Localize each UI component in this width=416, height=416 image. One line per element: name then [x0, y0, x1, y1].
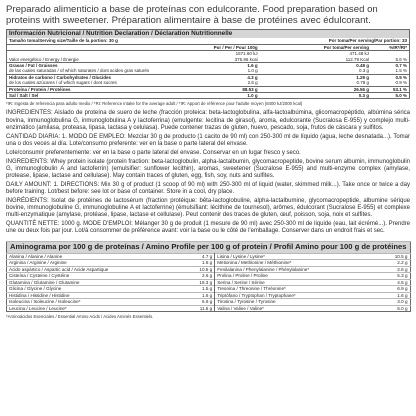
value-per100: 88.53 g [151, 86, 260, 92]
amino-right-label: Triptófano / Tryptophan / Tryptophane* [215, 292, 384, 299]
nutrition-row [7, 93, 410, 99]
product-label [6, 4, 410, 319]
value-per-serving: 112.79 Kcal [345, 56, 369, 62]
paragraph-en-use: DAILY AMOUNT: 1. DIRECTIONS: Mix 30 g of product (1 scoop of 90 ml) with 250-300 ml of liquid (water, skimmed milk...). Take once or twice a day before training. Lot/best before: see lot or base of container. Store in a cool, dry place. [6, 181, 410, 195]
amino-right-value: 6.9 g [384, 286, 411, 293]
nutrient-label: Proteína / Protein / Protéines [7, 86, 152, 92]
serving-size: Tamaño toma/Serving size/Taille de la portion: 30 g [7, 38, 152, 44]
value-per-serving: 0.3 g [260, 93, 371, 99]
amino-left-label: Histidina / Histidine / Histidine [7, 292, 189, 299]
servings-per-pack: Por toma/Per serving/Par portion: 33 [151, 38, 409, 44]
amino-left-value: 1.6 g [188, 292, 215, 299]
amino-footnote: *Aminoácidos Esenciales / Essential Amino Acids / Acides Aminés Essentiels. [6, 314, 154, 320]
amino-left-value: 4.7 g [188, 253, 215, 260]
nutrient-label: Sal / Salt / Sel [7, 93, 152, 99]
amino-right-value: 6.0 g [384, 305, 411, 312]
amino-left-label: Glutamina / Glutamine / Glutamine [7, 279, 189, 286]
amino-title: Aminograma por 100 g de proteínas / Amino Profile per 100 g of protein / Profil Amino pour 100 g de protéines [7, 242, 411, 254]
nutrition-header [7, 30, 410, 39]
amino-left-value: 10.5 g [188, 266, 215, 273]
value-pct: 53.1 % [371, 86, 410, 92]
nutrient-label: Valor energético / Energy / Énergie [9, 56, 79, 62]
value-per-serving: 0.78 g [356, 80, 369, 86]
ingredients-and-directions [6, 110, 410, 235]
nutrition-title: Información Nutricional / Nutrition Declaration / Déclaration Nutritionnelle [7, 30, 410, 39]
value-per100: 375.96 kcal [234, 56, 258, 62]
amino-right-value: 2.6 g [384, 266, 411, 273]
nutrient-label: Hidratos de carbono / Carbohydrates / Glucides [7, 74, 152, 80]
amino-table [6, 241, 411, 312]
value-per-serving: 0.48 g [260, 63, 371, 69]
col-per100: Por / Per / Pour 100g [151, 44, 260, 50]
amino-right-value: 10.5 g [384, 253, 411, 260]
amino-right-value: 1.6 g [384, 292, 411, 299]
amino-left-label: Alanina / Alanine / Alanine [7, 253, 189, 260]
amino-right-label: Prolina / Proline / Proline [215, 273, 384, 280]
paragraph-es-use: CANTIDAD DIARIA: 1. MODO DE EMPLEO: Mezclar 30 g de producto (1 cacito de 90 ml) con 250-300 ml de líquido (agua, leche desnatada...). Tomar una o dos veces al día. Lote/consumo preferente: ver en la base o parte lateral del envase. [6, 133, 410, 147]
value-per100: 1.0 g [151, 93, 260, 99]
amino-right-label: Serina / Serine / Sérine [215, 279, 384, 286]
paragraph-es-ing: INGREDIENTES: Aislado de proteína de suero de leche (fracción proteica: beta-lactoglobulina, alfa-lactoalbúmina, glicomacropéptido, albúmina sérica bovina, inmunoglobulina G, inmunoglobulina A y lactoferrina) (emulgente: lecitina de girasol), aroma, edulcorante (Sucralosa E-955) y complejo multi-enzimático (amilasa, proteasa, lipasa, lactasa y celulasa). Puede contener trazas de gluten, huevo, pescado, soja, frutos de cáscara y sulfitos. [6, 110, 410, 131]
amino-right-label: Metionina / Methionine / Méthionine* [215, 260, 384, 267]
col-per-serving: Por toma/Per serving [260, 44, 371, 50]
amino-right-label: Valina / Valine / Valine* [215, 305, 384, 312]
value-pct: 1.5 % [395, 68, 407, 74]
amino-left-value: 2.6 g [188, 273, 215, 280]
value-per100: 2.6 g [247, 80, 258, 86]
amino-right-label: Fenilalanina / Phenylalanine / Phénylalanine* [215, 266, 384, 273]
amino-right-value: 3.0 g [384, 299, 411, 306]
amino-right-label: Lisina / Lysine / Lysine* [215, 253, 384, 260]
value-pct: 0.7 % [371, 63, 410, 69]
amino-left-value: 11.5 g [188, 305, 215, 312]
nutrition-footnote: *IR: Ingesta de referencia para adulto medio / *RI: Reference intake for the average adult / *IR: Apport de référence pour l'adulte moyen (8400 kJ/2000 kcal) [6, 101, 303, 107]
value-per-serving: 1.29 g [260, 74, 371, 80]
amino-right-label: Tirosina / Tyrosine / Tyrosine [215, 299, 384, 306]
nutrient-label: de las cuales saturadas / of which saturates / dont acides gras saturés [9, 68, 150, 74]
amino-row [7, 305, 411, 312]
value-per100: 1.0 g [247, 68, 258, 74]
amino-right-value: 5.3 g [384, 273, 411, 280]
product-description: Preparado alimenticio a base de proteínas con edulcorante. Food preparation based on proteins with sweetener. Préparation alimentaire à base de protéines avec édulcorant. [6, 4, 378, 27]
value-per-serving: 471.48 kJ [349, 51, 369, 57]
amino-left-label: Arginina / Arginine / Arginine [7, 260, 189, 267]
paragraph-fr-ing: INGRÉDIENTS: Isolat de protéines de lactosérum (fraction protéique: bêta-lactoglobuline, alpha-lactalbumine, glycomacropeptide, albumine sérique bovine, immunoglobuline G, immunoglobuline A et lactoferrine) (émulsifiant: lécithine de tournesol), arômes, édulcorant (Sucralose E-955) et complexe multi-enzymatique (amylase, protéase, lipase, lactase et cellulase). Peut contenir des traces de gluten, œuf, poisson, soja, noix et sulfites. [6, 197, 410, 219]
value-per-serving: 0.3 g [358, 68, 369, 74]
value-pct: 5.0 % [371, 93, 410, 99]
amino-header [7, 242, 411, 254]
value-pct: 0.9 % [395, 80, 407, 86]
paragraph-en-ing: INGREDIENTS: Whey protein isolate (protein fraction: beta-lactoglobulin, alpha-lactalbumin, glycomacropeptide, bovine serum albumin, immunoglobulin G, immunoglobulin A and lactoferrin) (emulsifier: sunflower lecithin), aromas, sweetener (Sucralose E-955) and multi-enzyme complex (amylase, protease, lipase, lactase and cellulase). May contain traces of gluten, egg, fish, soy, nuts and sulfites. [6, 158, 410, 179]
amino-left-value: 1.5 g [188, 286, 215, 293]
amino-left-label: Cisteína / Cysteine / Cystéine [7, 273, 189, 280]
nutrition-table [6, 29, 410, 99]
amino-left-value: 6.6 g [188, 299, 215, 306]
amino-left-label: Glicina / Glycine / Glycine [7, 286, 189, 293]
amino-right-value: 2.2 g [384, 260, 411, 267]
amino-right-label: Treonina / Threonine / Thréonine* [215, 286, 384, 293]
amino-left-value: 16.3 g [188, 279, 215, 286]
amino-right-value: 4.5 g [384, 279, 411, 286]
nutrition-rows [7, 51, 410, 99]
nutrient-label: Grasas / Fat / Graisses [7, 63, 152, 69]
value-pct: 0.5 % [371, 74, 410, 80]
value-per100: 4.3 g [151, 74, 260, 80]
nutrient-label: de los cuales azúcares / of which sugars / dont sucres [9, 80, 117, 86]
amino-left-label: Isoleucina / Isoleucine / Isoleucine* [7, 299, 189, 306]
amino-rows [7, 253, 411, 312]
paragraph-es-store: Lote/consumir preferentemente: ver en la base o parte lateral del envase. Conservar en un lugar fresco y seco. [6, 149, 301, 156]
amino-left-label: Ácido aspártico / Aspartic acid / Acide Aspartique [7, 266, 189, 273]
value-per100: 1.6 g [151, 63, 260, 69]
value-per-serving: 26.56 g [260, 86, 371, 92]
value-per100: 1571.60 kJ [235, 51, 258, 57]
amino-left-label: Leucina / Leucine / Leucine* [7, 305, 189, 312]
amino-left-value: 1.6 g [188, 260, 215, 267]
paragraph-fr-use: QUANTITÉ NETTE: 1000 g. MODE D'EMPLOI: Mélanger 30 g de produit (1 mesure de 90 ml) avec 250-300 ml de liquide (eau, lait écrémé...). Prendre une ou deux fois par jour. Lot/à consommer de préférence avant: voir la base ou le côté de l'emballage. Conserver dans un endroit frais et sec. [6, 221, 410, 235]
col-pct: %IR*/RI* [371, 44, 410, 50]
value-pct: 5.6 % [395, 56, 407, 62]
